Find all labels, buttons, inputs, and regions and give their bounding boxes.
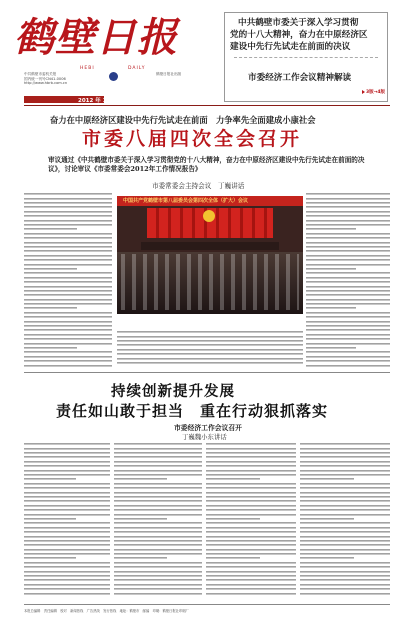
masthead-sub-right: DAILY <box>128 66 146 71</box>
text-line <box>114 591 202 595</box>
second-headline-2[interactable]: 责任如山敢于担当 重在行动狠抓落实 <box>56 402 329 420</box>
text-line <box>206 591 296 595</box>
text-line <box>306 363 390 367</box>
masthead-sub-left: HEBI <box>80 66 95 71</box>
lead-body-column-3 <box>117 330 303 368</box>
lead-byline: 市委常委会主持会议 丁巍讲话 <box>152 182 245 190</box>
meeting-photo <box>117 196 303 314</box>
masthead-logo <box>14 12 214 64</box>
text-line <box>300 591 390 595</box>
masthead-meta-right: 鹤壁日报社出版 <box>156 72 182 76</box>
second-body-column-3 <box>206 442 296 600</box>
lead-headline[interactable]: 市委八届四次全会召开 <box>82 128 303 150</box>
teaser-sub: 市委经济工作会议精神解读 <box>248 73 352 83</box>
rostrum <box>141 242 279 250</box>
teaser-page-tag: 3版→4版 <box>366 90 386 95</box>
meeting-banner-text: 中国共产党鹤壁市第八届委员会第四次全体（扩大）会议 <box>123 198 249 204</box>
issue-date: 2012 年 12 月 31 日 <box>78 98 135 104</box>
second-headline-1[interactable]: 持续创新提升发展 <box>111 383 235 400</box>
second-byline: 丁巍魏小东讲话 <box>182 433 227 441</box>
arrow-icon <box>362 90 365 94</box>
emblem-icon <box>109 72 118 81</box>
text-line <box>117 361 303 365</box>
second-body-column-2 <box>114 442 202 600</box>
teaser-divider <box>234 57 378 58</box>
audience-rows <box>121 254 299 310</box>
section-rule <box>24 372 390 373</box>
lead-kicker: 奋力在中原经济区建设中先行先试走在前面 力争率先全面建成小康社会 <box>50 115 316 125</box>
teaser-line-3: 建设中先行先试走在前面的决议 <box>230 42 351 52</box>
lead-body-column-2 <box>306 192 390 368</box>
teaser-line-1: 中共鹤壁市委关于深入学习贯彻 <box>238 18 359 28</box>
second-subhead: 市委经济工作会议召开 <box>174 424 242 432</box>
second-body-column-4 <box>300 442 390 600</box>
lead-deck: 审议通过《中共鹤壁市委关于深入学习贯彻党的十八大精神，奋力在中原经济区建设中先行先试走在前面的决议》，讨论审议《市委常委会2012年工作情况报告》 <box>48 156 365 173</box>
text-line <box>24 363 112 367</box>
masthead-rule <box>24 105 390 106</box>
text-line <box>24 591 110 595</box>
page-footer: 本报总编辑 责任编辑 校对 新闻热线 广告热线 发行热线 地址：鹤壁市 邮编 印刷：鹤壁日报社印刷厂 <box>24 604 390 613</box>
meeting-banner <box>117 196 303 206</box>
teaser-line-2: 党的十八大精神，奋力在中原经济区 <box>230 30 368 40</box>
lead-body-column-1 <box>24 192 112 368</box>
newspaper-title: 鹤壁日报 <box>14 14 178 61</box>
masthead-meta-left: 中共鹤壁市委机关报 国内统一刊号CN41-0006 http://www.hbrb.com.cn <box>24 72 68 86</box>
second-body-column-1 <box>24 442 110 600</box>
party-emblem-icon <box>203 210 215 222</box>
